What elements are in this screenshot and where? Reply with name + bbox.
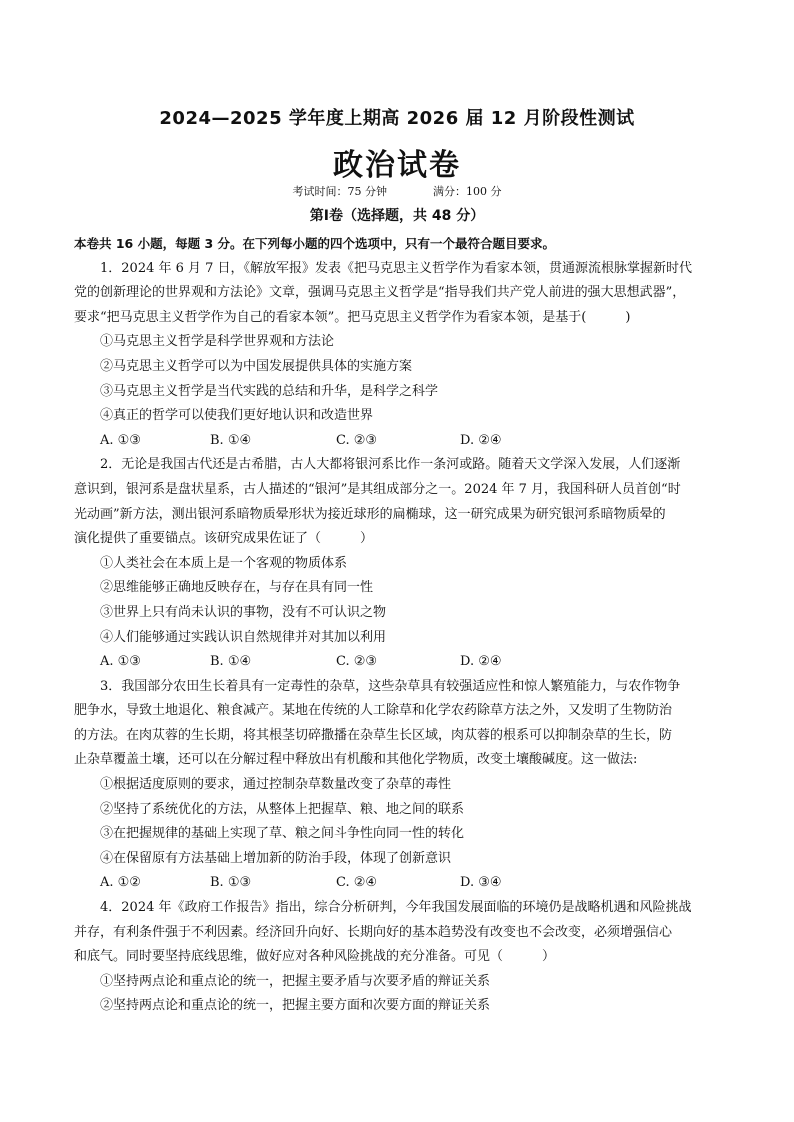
- question-stem-line: 党的创新理论的世界观和方法论》文章，强调马克思主义哲学是“指导我们共产党人前进的强大思想武器”，: [74, 285, 686, 301]
- statement: ③在把握规律的基础上实现了草、粮之间斗争性向同一性的转化: [100, 826, 465, 842]
- statement: ①马克思主义哲学是科学世界观和方法论: [100, 334, 335, 350]
- part-title: 第Ⅰ卷（选择题，共 48 分）: [309, 208, 485, 224]
- statement: ②坚持了系统优化的方法，从整体上把握草、粮、地之间的联系: [100, 801, 465, 817]
- exam-time: 考试时间：75 分钟: [292, 185, 387, 198]
- instructions: 本卷共 16 小题，每题 3 分。在下列每小题的四个选项中，只有一个最符合题目要求。: [74, 236, 556, 251]
- statement: ②坚持两点论和重点论的统一，把握主要方面和次要方面的辩证关系: [100, 998, 491, 1014]
- option-c: C. ②③: [336, 654, 378, 670]
- question-stem-line: 肥争水，导致土地退化、粮食减产。某地在传统的人工除草和化学农药除草方法之外，又发明了生物防治: [74, 703, 673, 719]
- option-a: A. ①③: [100, 654, 141, 670]
- question-stem-line: 和底气。同时要坚持底线思维，做好应对各种风险挑战的充分准备。可见（ ）: [74, 949, 556, 965]
- answer-options: [74, 650, 734, 675]
- statement: ②马克思主义哲学可以为中国发展提供具体的实施方案: [100, 358, 413, 374]
- question-stem-line: 1．2024 年 6 月 7 日，《解放军报》发表《把马克思主义哲学作为看家本领，贯通源流根脉掌握新时代: [100, 260, 693, 276]
- question-stem-line: 3．我国部分农田生长着具有一定毒性的杂草，这些杂草具有较强适应性和惊人繁殖能力，与农作物争: [100, 678, 681, 694]
- option-d: D. ②④: [460, 654, 502, 670]
- question-stem-line: 4．2024 年《政府工作报告》指出，综合分析研判，今年我国发展面临的环境仍是战略机遇和风险挑战: [100, 900, 692, 916]
- exam-title: 2024—2025 学年度上期高 2026 届 12 月阶段性测试: [159, 108, 635, 129]
- statement: ③马克思主义哲学是当代实践的总结和升华，是科学之科学: [100, 383, 439, 399]
- statement: ①坚持两点论和重点论的统一，把握主要矛盾与次要矛盾的辩证关系: [100, 973, 491, 989]
- answer-options: [74, 429, 734, 454]
- question-stem-line: 止杂草覆盖土壤，还可以在分解过程中释放出有机酸和其他化学物质，改变土壤酸碱度。这一做法:: [74, 752, 638, 768]
- statement: ④在保留原有方法基础上增加新的防治手段，体现了创新意识: [100, 850, 452, 866]
- question-stem-line: 意识到，银河系是盘状星系，古人描述的“银河”是其组成部分之一。2024 年 7 月，我国科研人员首创“时: [74, 481, 681, 497]
- statement: ②思维能够正确地反映存在，与存在具有同一性: [100, 580, 374, 596]
- option-c: C. ②④: [336, 875, 378, 891]
- subject-title: 政治试卷: [333, 148, 461, 183]
- question-3: [74, 675, 734, 896]
- option-b: B. ①③: [210, 875, 252, 891]
- statement: ③世界上只有尚未认识的事物，没有不可认识之物: [100, 604, 387, 620]
- question-1: [74, 257, 734, 454]
- option-d: D. ②④: [460, 432, 502, 448]
- option-a: A. ①②: [100, 875, 141, 891]
- question-stem-line: 2．无论是我国古代还是古希腊，古人大都将银河系比作一条河或路。随着天文学深入发展，人们逐渐: [100, 457, 681, 473]
- option-b: B. ①④: [210, 654, 252, 670]
- question-2: [74, 453, 734, 674]
- option-b: B. ①④: [210, 432, 252, 448]
- question-stem-line: 光动画”新方法，测出银河系暗物质晕形状为接近球形的扁椭球，这一研究成果为研究银河系暗物质晕的: [74, 506, 666, 522]
- option-d: D. ③④: [460, 875, 502, 891]
- statement: ①根据适度原则的要求，通过控制杂草数量改变了杂草的毒性: [100, 777, 452, 793]
- option-c: C. ②③: [336, 432, 378, 448]
- statement: ④真正的哲学可以使我们更好地认识和改造世界: [100, 408, 374, 424]
- answer-options: [74, 871, 734, 896]
- exam-info: [0, 183, 794, 199]
- full-score: 满分：100 分: [433, 185, 502, 198]
- question-stem-line: 演化提供了重要锚点。该研究成果佐证了（ ）: [74, 531, 374, 547]
- question-stem-line: 要求“把马克思主义哲学作为自己的看家本领”。把马克思主义哲学作为看家本领，是基于( ): [74, 309, 631, 325]
- option-a: A. ①③: [100, 432, 141, 448]
- statement: ①人类社会在本质上是一个客观的物质体系: [100, 555, 348, 571]
- question-stem-line: 的方法。在肉苁蓉的生长期，将其根茎切碎撒播在杂草生长区域，肉苁蓉的根系可以抑制杂草的生长，防: [74, 727, 673, 743]
- statement: ④人们能够通过实践认识自然规律并对其加以利用: [100, 629, 387, 645]
- questions-section: [74, 232, 734, 1019]
- question-4: [74, 896, 734, 1019]
- question-stem-line: 并存，有利条件强于不利因素。经济回升向好、长期向好的基本趋势没有改变也不会改变，必须增强信心: [74, 924, 673, 940]
